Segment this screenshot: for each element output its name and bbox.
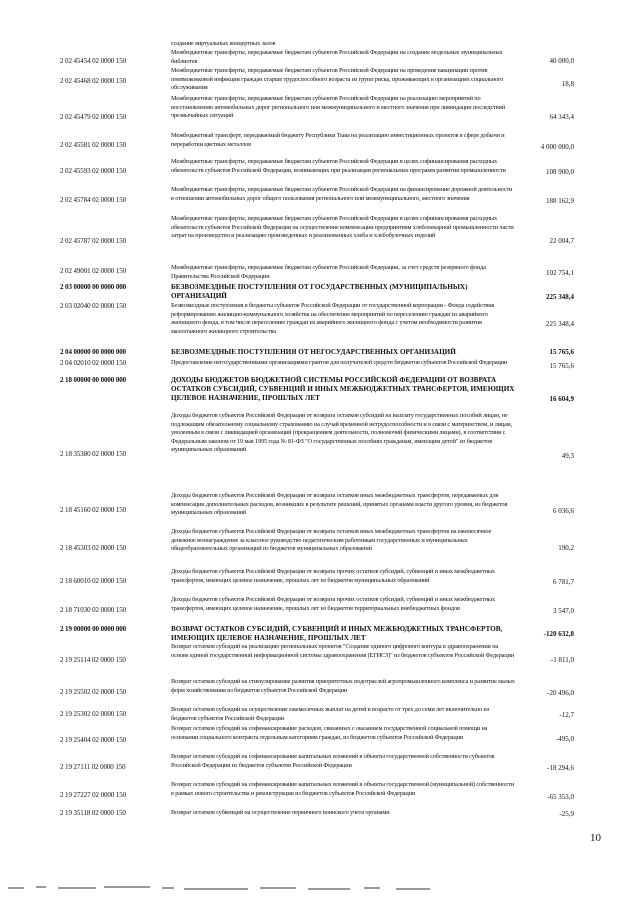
kbk-code: 2 02 49001 02 0000 150: [60, 267, 127, 275]
kbk-code: 2 04 02010 02 0000 150: [60, 359, 127, 367]
item-amount: -12,7: [559, 711, 574, 719]
item-description: ВОЗВРАТ ОСТАТКОВ СУБСИДИЙ, СУБВЕНЦИЙ И ИНЫХ МЕЖБЮДЖЕТНЫХ ТРАНСФЕРТОВ, ИМЕЮЩИХ ЦЕЛЕВОЕ НАЗНАЧЕНИЕ, ПРОШЛЫХ ЛЕТ: [171, 625, 503, 642]
kbk-code: 2 19 35118 02 0000 150: [60, 809, 126, 817]
scan-edge-marks: [0, 878, 640, 898]
item-description: БЕЗВОЗМЕЗДНЫЕ ПОСТУПЛЕНИЯ ОТ ГОСУДАРСТВЕННЫХ (МУНИЦИПАЛЬНЫХ) ОРГАНИЗАЦИЙ: [171, 283, 468, 300]
kbk-code: 2 18 60010 02 0000 150: [60, 577, 127, 585]
item-amount: -18 294,6: [547, 764, 574, 772]
item-description: Межбюджетные трансферты, передаваемые бюджетам субъектов Российской Федерации на финансирование дорожной деятельности в отношении автомобильных дорог общего пользования регионального или межмуниципального, местного значения: [171, 186, 513, 202]
item-amount: 6 781,7: [553, 578, 574, 586]
item-description: Доходы бюджетов субъектов Российской Федерации от возврата остатков иных межбюджетных трансфертов на ежемесячное денежное вознаграждение за классное руководство педагогическим работникам государственных и муниципальных общеобразовательных организаций из бюджетов муниципальных образований: [171, 528, 492, 553]
item-amount: -25,9: [559, 810, 574, 818]
item-amount: 18,8: [561, 80, 574, 88]
item-amount: -65 353,0: [547, 793, 574, 801]
item-description: Межбюджетные трансферты, передаваемые бюджетам субъектов Российской Федерации на реализацию мероприятий по восстановлению автомобильных дорог регионального или межмуниципального и местного значения при ликвидации последствий чрезвычайных ситуаций: [171, 95, 505, 120]
kbk-code: 2 02 45581 02 0000 150: [60, 141, 127, 149]
item-amount: -20 496,0: [547, 689, 574, 697]
kbk-code: 2 02 45784 02 0000 150: [60, 196, 127, 204]
item-amount: 15 765,6: [549, 348, 574, 356]
item-amount: 190,2: [558, 544, 574, 552]
item-description: Возврат остатков субсидий на софинансирование капитальных вложений в объекты государственной (муниципальной) собственности в рамках нового строительства и реконструкции из бюджетов субъектов Российской Федерации: [171, 781, 514, 797]
kbk-code: 2 02 45454 02 0000 150: [60, 57, 127, 65]
item-description: Межбюджетные трансферты, передаваемые бюджетам субъектов Российской Федерации на создание модельных муниципальных библиотек: [171, 49, 503, 65]
kbk-code: 2 19 25302 02 0000 150: [60, 710, 127, 718]
item-description: Доходы бюджетов субъектов Российской Федерации от возврата прочих остатков субсидий, субвенций и иных межбюджетных трансфертов, имеющих целевое назначение, прошлых лет из бюджетов муниципальных образований: [171, 568, 495, 584]
item-description: Безвозмездные поступления в бюджеты субъектов Российской Федерации от государственной корпорации - Фонда содействия реформированию жилищно-коммунального хозяйства на обеспечение мероприятий по переселению граждан из аварийного жилищного фонда, в том числе переселению граждан из аварийного жилищного фонда с учетом необходимости развития малоэтажного жилищного строительства: [171, 302, 495, 335]
kbk-code: 2 03 00000 00 0000 000: [60, 283, 127, 291]
item-amount: 102 754,1: [546, 269, 574, 277]
kbk-code: 2 19 25114 02 0000 150: [60, 656, 126, 664]
item-amount: 49,3: [561, 452, 574, 460]
item-amount: -1 811,0: [550, 656, 574, 664]
item-description: Межбюджетные трансферты, передаваемые бюджетам субъектов Российской Федерации на проведение вакцинации против пневмококковой инфекции граждан старше трудоспособного возраста из групп риска, проживающих в организациях социального обслуживания: [171, 67, 504, 92]
kbk-code: 2 19 27111 02 0000 150: [60, 763, 126, 771]
item-description: Межбюджетные трансферты, передаваемые бюджетам субъектов Российской Федерации, за счет средств резервного фонда Правительства Российской Федерации: [171, 264, 486, 280]
kbk-code: 2 02 45468 02 0000 150: [60, 77, 127, 85]
item-amount: -495,0: [555, 735, 574, 743]
item-description: Доходы бюджетов субъектов Российской Федерации от возврата прочих остатков субсидий, субвенций и иных межбюджетных трансфертов, имеющих целевое назначение, прошлых лет из бюджетов территориальных внебюджетных фондов: [171, 596, 495, 612]
item-amount: 188 162,9: [546, 197, 574, 205]
item-description: создание виртуальных концертных залов: [171, 40, 276, 47]
item-description: Доходы бюджетов субъектов Российской Федерации от возврата остатков иных межбюджетных трансфертов, передаваемых для компенсации дополнительных расходов, возникших в результате решений, принятых органами власти другого уровня, из бюджетов муниципальных образований: [171, 492, 508, 517]
kbk-code: 2 18 35380 02 0000 150: [60, 450, 127, 458]
item-description: Межбюджетный трансферт, передаваемый бюджету Республики Тыва на реализацию инвестиционных проектов в сфере добычи и переработки цветных металлов: [171, 132, 505, 148]
item-amount: -120 632,8: [543, 630, 574, 638]
item-description: Предоставление негосударственными организациями грантов для получателей средств бюджетов субъектов Российской Федерации: [171, 359, 508, 366]
kbk-code: 2 02 45787 02 0000 150: [60, 237, 127, 245]
item-description: ДОХОДЫ БЮДЖЕТОВ БЮДЖЕТНОЙ СИСТЕМЫ РОССИЙСКОЙ ФЕДЕРАЦИИ ОТ ВОЗВРАТА ОСТАТКОВ СУБСИДИЙ, СУБВЕНЦИЙ И ИНЫХ МЕЖБЮДЖЕТНЫХ ТРАНСФЕРТОВ, ИМЕЮЩИХ ЦЕЛЕВОЕ НАЗНАЧЕНИЕ, ПРОШЛЫХ ЛЕТ: [171, 376, 515, 402]
item-description: БЕЗВОЗМЕЗДНЫЕ ПОСТУПЛЕНИЯ ОТ НЕГОСУДАРСТВЕННЫХ ОРГАНИЗАЦИЙ: [171, 348, 456, 356]
item-amount: 40 000,0: [549, 57, 574, 65]
kbk-code: 2 18 45160 02 0000 150: [60, 506, 127, 514]
kbk-code: 2 04 00000 00 0000 000: [60, 348, 127, 356]
kbk-code: 2 19 27227 02 0000 150: [60, 791, 127, 799]
item-amount: 3 547,0: [553, 607, 574, 615]
kbk-code: 2 18 00000 00 0000 000: [60, 376, 127, 384]
item-amount: 4 000 000,0: [540, 143, 574, 151]
kbk-code: 2 18 45303 02 0000 150: [60, 544, 127, 552]
item-description: Возврат остатков субвенций на осуществление первичного воинского учета органами: [171, 809, 390, 816]
kbk-code: 2 19 25404 02 0000 150: [60, 736, 127, 744]
item-description: Возврат остатков субсидий на софинансирование расходов, связанных с оказанием государственной социальной помощи на основании социального контракта отдельным категориям граждан, из бюджетов субъектов Российской Федерации: [171, 725, 488, 741]
item-description: Межбюджетные трансферты, передаваемые бюджетам субъектов Российской Федерации в целях софинансирования расходных обязательств субъектов Российской Федерации на осуществление компенсации предприятиям хлебопекарной промышленности части затрат на производство и реализацию произведенных и реализованных хлеба и хлебобулочных изделий: [171, 215, 514, 240]
item-description: Возврат остатков субсидий на осуществление ежемесячных выплат на детей в возрасте от трех до семи лет включительно из бюджетов субъектов Российской Федерации: [171, 706, 490, 722]
item-description: Возврат остатков субсидий на реализацию региональных проектов "Создание единого цифрового контура в здравоохранении на основе единой государственной информационной системы здравоохранения (ЕГИСЗ)" из бюджетов субъектов Российской Федерации: [171, 643, 514, 659]
item-amount: 22 004,7: [549, 237, 574, 245]
item-amount: 6 036,6: [553, 507, 574, 515]
kbk-code: 2 02 45479 02 0000 150: [60, 113, 127, 121]
item-amount: 225 348,4: [546, 293, 574, 301]
kbk-code: 2 03 02040 02 0000 150: [60, 302, 127, 310]
item-amount: 16 604,9: [549, 395, 574, 403]
item-description: Возврат остатков субсидий на стимулирование развития приоритетных подотраслей агропромышленного комплекса и развитие малых форм хозяйствования из бюджетов субъектов Российской Федерации: [171, 678, 515, 694]
kbk-code: 2 19 00000 00 0000 000: [60, 625, 127, 633]
item-amount: 108 900,0: [546, 168, 574, 176]
item-description: Возврат остатков субсидий на софинансирование капитальных вложений в объекты государственной собственности субъектов Российской Федерации из бюджетов субъектов Российской Федерации: [171, 753, 495, 769]
item-description: Доходы бюджетов субъектов Российской Федерации от возврата остатков субсидий на выплату государственных пособий лицам, не подлежащим обязательному социальному страхованию на случай временной нетрудоспособности и в связи с материнством, и лицам, уволенным в связи с ликвидацией организаций (прекращением деятельности, полномочий физическими лицами), в соответствии с Федеральным законом от 19 мая 1995 года № 81-ФЗ "О государственных пособиях гражданам, имеющим детей" из бюджетов муниципальных образований: [171, 412, 513, 454]
item-amount: 225 348,4: [546, 320, 574, 328]
item-amount: 15 765,6: [549, 362, 574, 370]
item-amount: 64 343,4: [549, 113, 574, 121]
kbk-code: 2 19 25502 02 0000 150: [60, 688, 127, 696]
kbk-code: 2 18 71030 02 0000 150: [60, 606, 127, 614]
page-number: 10: [590, 832, 601, 844]
kbk-code: 2 02 45593 02 0000 150: [60, 167, 127, 175]
item-description: Межбюджетные трансферты, передаваемые бюджетам субъектов Российской Федерации в целях софинансирования расходных обязательств субъектов Российской Федерации, возникающих при реализации региональных программ развития промышленности: [171, 158, 506, 174]
